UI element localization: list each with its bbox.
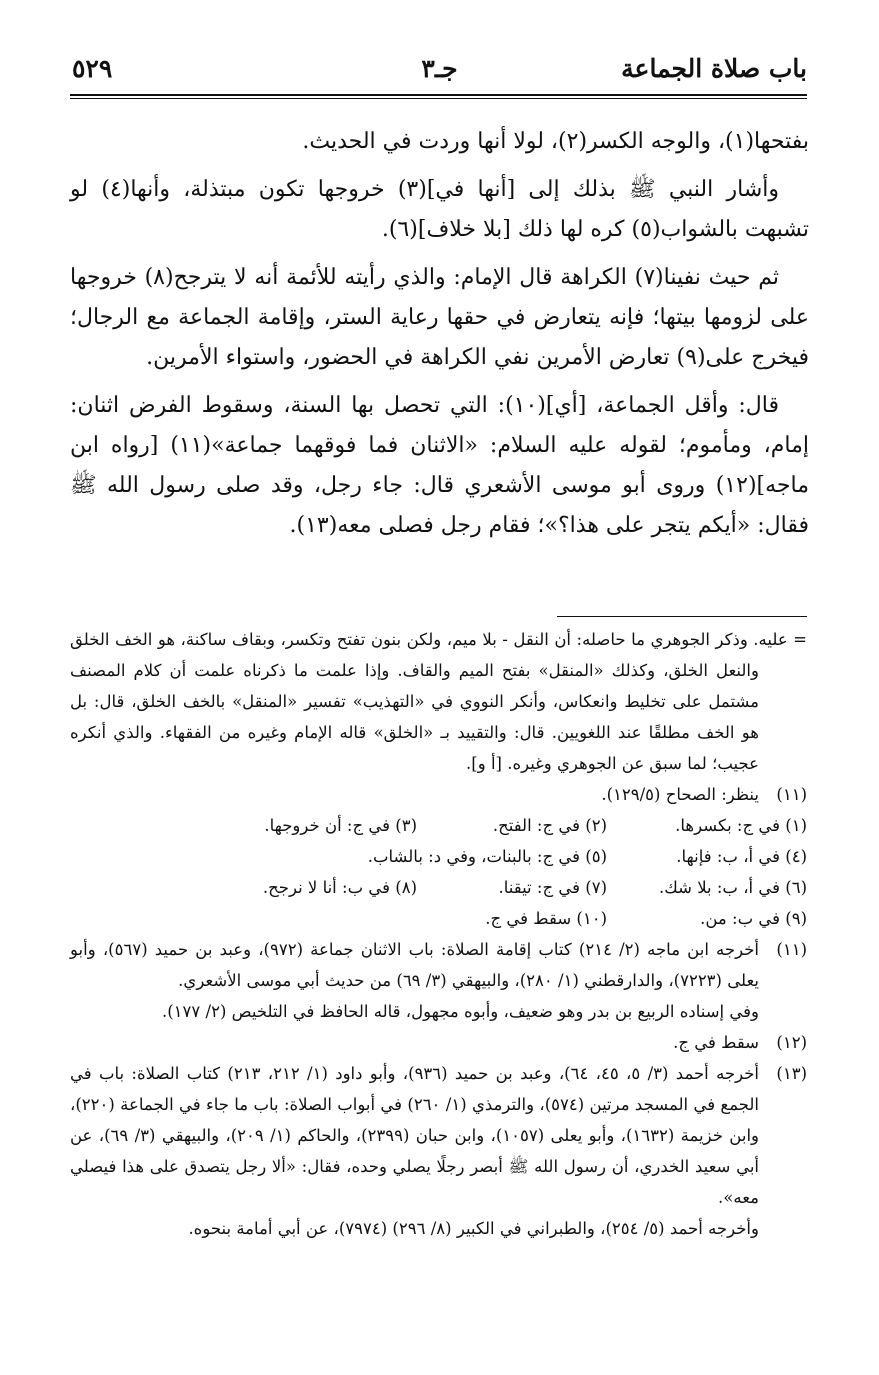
short-footnote: (٥) في ج: بالبنات، وفي د: بالشاب. xyxy=(367,847,607,866)
footnote-number: (١١) xyxy=(776,940,807,959)
footnote-text: سقط في ج. xyxy=(673,1033,759,1052)
short-footnote: (٩) في ب: من. xyxy=(700,909,807,928)
page-number: ٥٢٩ xyxy=(72,54,113,83)
paragraph-2: وأشار النبي ﷺ بذلك إلى [أنها في](٣) خروجها تكون مبتذلة، وأنها(٤) لو تشبهت بالشواب(٥) كره لها ذلك [بلا خلاف](٦). xyxy=(70,177,809,242)
footnote-11 xyxy=(70,934,807,996)
chapter-title: باب صلاة الجماعة xyxy=(621,54,807,83)
footnote-12 xyxy=(70,1027,807,1058)
header-rule-thick xyxy=(70,94,807,96)
paragraph-4: قال: وأقل الجماعة، [أي](١٠): التي تحصل بها السنة، وسقوط الفرض اثنان: إمام، ومأموم؛ لقوله عليه السلام: «الاثنان فما فوقهما جماعة»(١١) [رواه ابن ماجه](١٢) وروى أبو موسى الأشعري قال: جاء رجل، وقد صلى رسول الله ﷺ فقال: «أيكم يتجر على هذا؟»؛ فقام رجل فصلى معه(١٣). xyxy=(70,393,809,538)
short-footnotes-row-1 xyxy=(70,810,807,841)
short-footnote: (٨) في ب: أنا لا نرجح. xyxy=(262,878,417,897)
short-footnote: (٣) في ج: أن خروجها. xyxy=(264,816,417,835)
footnote-number: (١٢) xyxy=(776,1033,807,1052)
running-header xyxy=(72,52,807,92)
short-footnotes-row-3 xyxy=(70,872,807,903)
paragraph-1: بفتحها(١)، والوجه الكسر(٢)، لولا أنها وردت في الحديث. xyxy=(302,129,809,154)
footnote-number: (١٣) xyxy=(776,1064,807,1083)
short-footnote: (١٠) سقط في ج. xyxy=(485,909,607,928)
short-footnotes-row-4 xyxy=(70,903,807,934)
footnote-text: أخرجه أحمد (٣/ ٥، ٤٥، ٦٤)، وعبد بن حميد (٩٣٦)، وأبو داود (١/ ٢١٢، ٢١٣) كتاب الصلاة: باب في الجمع في المسجد مرتين (٥٧٤)، والترمذي (١/ ٢٦٠) في أبواب الصلاة: باب ما جاء في الجماعة (٢٢٠)، وابن خزيمة (١٦٣٢)، وأبو يعلى (١٠٥٧)، وابن حبان (٢٣٩٩)، والحاكم (١/ ٢٠٩)، والبيهقي (٣/ ٦٩)، عن أبي سعيد الخدري، أن رسول الله ﷺ أبصر رجلًا يصلي وحده، فقال: «ألا رجل يتصدق على هذا فيصلي معه». xyxy=(70,1064,760,1207)
paragraph-3: ثم حيث نفينا(٧) الكراهة قال الإمام: والذي رأيته للأئمة أنه لا يترجح(٨) خروجها على لزومها بيتها؛ فإنه يتعارض في حقها رعاية الستر، وإقامة الجماعة مع الرجال؛ فيخرج على(٩) تعارض الأمرين نفي الكراهة في الحضور، واستواء الأمرين. xyxy=(70,265,809,370)
footnote-text: ينظر: الصحاح (١٢٩/٥). xyxy=(601,785,759,804)
footnote-11a xyxy=(70,779,807,810)
footnote-number: (١١) xyxy=(776,785,807,804)
header-rule-thin xyxy=(70,98,807,99)
footnote-13-addendum: وأخرجه أحمد (٥/ ٢٥٤)، والطبراني في الكبير (٨/ ٢٩٦) (٧٩٧٤)، عن أبي أمامة بنحوه. xyxy=(188,1219,759,1238)
footnote-11-addendum: وفي إسناده الربيع بن بدر وهو ضعيف، وأبوه مجهول، قاله الحافظ في التلخيص (٢/ ١٧٧). xyxy=(161,1002,759,1021)
short-footnote: (٦) في أ، ب: بلا شك. xyxy=(658,878,807,897)
footnote-continuation: = عليه. وذكر الجوهري ما حاصله: أن النقل - بلا ميم، ولكن بنون تفتح وتكسر، وبقاف ساكنة، هو الخف الخلق والنعل الخلق، وكذلك «المنقل» بفتح الميم والقاف. وإذا علمت ما ذكرناه علمت أن كلام المصنف مشتمل على تخليط وانعكاس، وأنكر النووي في «التهذيب» تفسير «المنقل» بالخف الخلق، قال: بل هو الخف مطلقًا عند اللغويين. قال: والتقييد بـ «الخلق» قاله الإمام وغيره من الفقهاء. والذي أنكره عجيب؛ لما سبق عن الجوهري وغيره. [أ و]. xyxy=(70,630,807,773)
footnote-separator xyxy=(557,616,807,617)
footnote-13 xyxy=(70,1058,807,1213)
volume-number: جـ٣ xyxy=(421,54,458,83)
short-footnote: (٤) في أ، ب: فإنها. xyxy=(676,847,807,866)
short-footnote: (٧) في ج: تيقنا. xyxy=(498,878,607,897)
footnotes xyxy=(70,624,807,1244)
short-footnote: (٢) في ج: الفتح. xyxy=(492,816,607,835)
main-text xyxy=(70,122,809,554)
short-footnote: (١) في ج: بكسرها. xyxy=(675,816,807,835)
short-footnotes-row-2 xyxy=(70,841,807,872)
footnote-text: أخرجه ابن ماجه (٢/ ٢١٤) كتاب إقامة الصلاة: باب الاثنان جماعة (٩٧٢)، وعبد بن حميد (٥٦٧)، وأبو يعلى (٧٢٢٣)، والدارقطني (١/ ٢٨٠)، والبيهقي (٣/ ٦٩) من حديث أبي موسى الأشعري. xyxy=(70,940,759,990)
